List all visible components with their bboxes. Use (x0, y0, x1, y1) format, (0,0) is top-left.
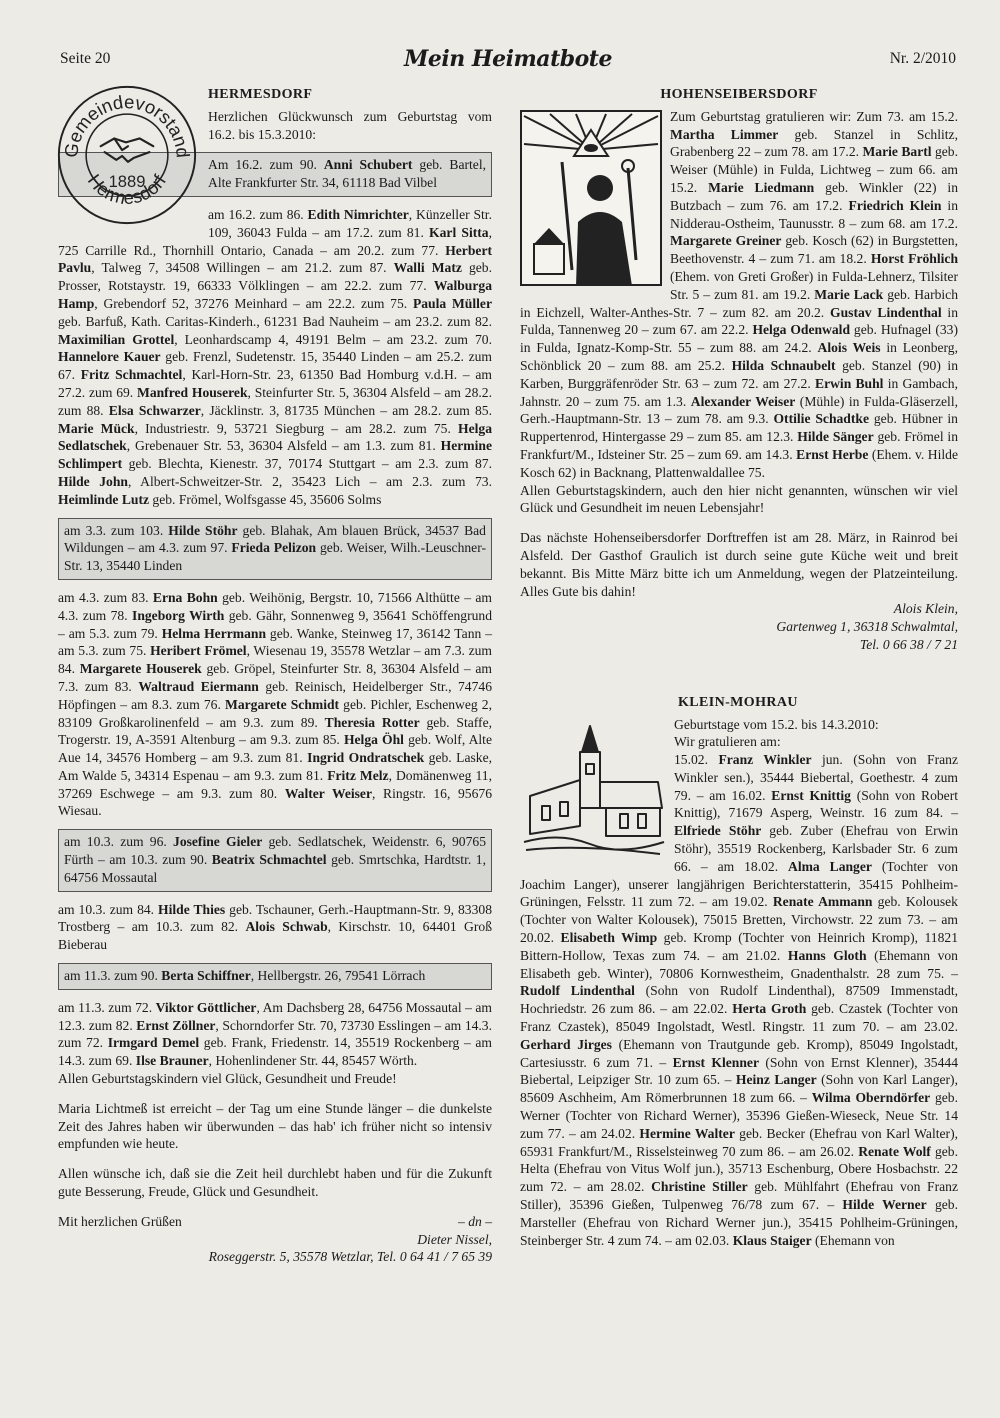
text-segment: in Gambach, Jahnstr. 20 – zum 75. am 1.3. (520, 375, 959, 409)
person-name: Elsa Schwarzer (108, 402, 201, 418)
text-segment: am 4.3. zum 83. (58, 589, 153, 605)
dorftreffen-paragraph: Das nächste Hohenseibersdorfer Dorftreffen ist am 28. März, in Rainrod bei Alsfeld. Der Gasthof Graulich ist durch seine gute Küche weit und breit bekannt. Bis Mitte März bitte ich um Anmeldung, wegen der Platzeinteilung. Alles Gute bis dahin! (520, 530, 958, 599)
person-name: Horst Fröhlich (870, 251, 959, 267)
text-segment: geb. Frenzl, Sudetenstr. 15, 35440 Linden – am 25.2. zum 67. (58, 349, 492, 383)
person-name: Ottilie Schadtke (773, 411, 869, 427)
text-segment: Am 16.2. zum 90. (208, 157, 324, 173)
text-segment: geb. Wanke, Steinweg 17, 36142 Tann – am 5.3. zum 75. (58, 625, 492, 659)
person-name: Theresia Rotter (324, 714, 420, 730)
person-name: Ingrid Ondratschek (307, 750, 425, 766)
text-segment: (Ehemann von Elisabeth geb. Winter), 70806 Kornwestheim, Gnadenthalstr. 28 zum 75. – (520, 947, 958, 981)
text-segment: in Leonberg, Schönblick 20 – zum 88. am 25.2. (520, 340, 959, 373)
section-title-hohenseibersdorf: HOHENSEIBERSDORF (660, 87, 818, 102)
seal-bottom-text: Hermesdorf (83, 170, 171, 209)
hohenseibersdorf-wishes: Allen Geburtstagskindern, auch den hier nicht genannten, wünschen wir viel Glück und Gesundheit im neuen Lebensjahr! (520, 482, 958, 516)
person-name: Viktor Göttlicher (155, 999, 257, 1015)
text-segment: , Steinfurter Str. 5, 36304 Alsfeld – am 28.2. zum 88. (58, 384, 492, 418)
text-segment: geb. Tschauner, Gerh.-Hauptmann-Str. 9, 83308 Trostberg – am 10.3. zum 82. (58, 901, 492, 935)
text-segment: geb. Sedlatschek, Weidenstr. 6, 90765 Fürth – am 10.3. zum 90. (64, 834, 486, 868)
klein-mohrau-intro-2: Wir gratulieren am: (674, 734, 781, 750)
section-title-hermesdorf: HERMESDORF (208, 87, 313, 102)
text-segment: geb. Kosch (62) in Burgstetten, Beethovenstr. 4 – zum 71. am 18.2. (670, 233, 958, 267)
person-name: Herta Groth (732, 1001, 807, 1017)
author-address: Roseggerstr. 5, 35578 Wetzlar, Tel. 0 64 41 / 7 65 39 (208, 1249, 492, 1265)
person-name: Walter Weiser (284, 785, 372, 801)
text-segment: (Ehem. v. Hilde Kosch 62) in Backnang, Plattenwaldallee 75. (520, 446, 958, 480)
text-segment: geb. Weiser (Mühle) in Fulda, Lichtweg – zum 66. am 15.2. (670, 144, 958, 195)
hermesdorf-paragraph-3 (58, 901, 492, 954)
author-address: Gartenweg 1, 36318 Schwalmtal, (776, 619, 958, 635)
highlight-box-3 (58, 829, 492, 891)
person-name: Alexander Weiser (690, 393, 796, 409)
greeting: Mit herzlichen Grüßen (58, 1213, 182, 1229)
person-name: Heimlinde Lutz (58, 491, 150, 507)
text-segment: , Ringstr. 16, 95676 Wiesau. (58, 785, 492, 819)
text-segment: geb. Hübner in Ruppertenrod, Hintergasse 29 – zum 85. am 12.3. (520, 411, 958, 445)
text-segment: in Nidderau-Ostheim, Taunusstr. 8 – zum 68. am 17.2. (670, 197, 958, 231)
text-segment: geb. Frömel, Wolfsgasse 45, 35606 Solms (149, 491, 382, 507)
text-segment: geb. Kolousek (Tochter von Walter Kolousek), 75015 Bretten, Virchowstr. 22 zum 73. – am 20.02. (520, 894, 958, 946)
highlight-box-2 (58, 518, 492, 580)
person-name: Edith Nimrichter (307, 206, 409, 222)
text-segment: (Sohn von Ernst Klenner), 35444 Biebertal, Leipziger Str. 10 zum 65. – (520, 1054, 958, 1088)
author-name: Alois Klein, (893, 601, 958, 617)
text-segment: geb. Frömel in Frankfurt/M., Idsteiner Str. 25 – zum 69. am 14.3. (520, 429, 958, 462)
person-name: Erna Bohn (152, 589, 218, 605)
person-name: Christine Stiller (651, 1179, 748, 1195)
author-phone: Tel. 0 66 38 / 7 21 (859, 636, 958, 652)
text-segment: jun. (Sohn von Franz Winkler sen.), 35444 Biebertal, Goethestr. 4 zum 79. – am 16.02. (674, 752, 958, 803)
person-name: Hilde John (58, 473, 128, 489)
person-name: Helga Odenwald (752, 322, 851, 338)
section-title-klein-mohrau: KLEIN-MOHRAU (678, 694, 798, 710)
text-segment: am 11.3. zum 72. (58, 999, 156, 1015)
lichtmess-paragraph: Maria Lichtmeß ist erreicht – der Tag um eine Stunde länger – die dunkelste Zeit des Jahres haben wir überwunden – das hab' ich früher nicht so intensiv empfunden wie heute. (58, 1100, 492, 1152)
text-segment: geb. Helta (Ehefrau von Vitus Wolf jun.), 35713 Eschenburg, Obere Hosbachstr. 22 zum 72. – am 28.02. (520, 1143, 958, 1195)
text-segment: geb. Czastek (Tochter von Franz Czastek), 85049 Ingolstadt, Westl. Ringstr. 11 zum 70. – am 23.02. (520, 1001, 959, 1035)
woodcut-saint-illustration (520, 110, 662, 286)
person-name: Margarete Houserek (79, 661, 202, 677)
klein-mohrau-intro: Geburtstage vom 15.2. bis 14.3.2010: (674, 716, 879, 732)
person-name: Hilde Stöhr (168, 522, 238, 538)
text-segment: geb. Gähr, Sonnenweg 9, 35641 Schöffengrund – am 5.3. zum 79. (58, 607, 492, 641)
text-segment: geb. Gröpel, Steinfurter Str. 8, 36304 Alsfeld – am 7.3. zum 83. (58, 661, 493, 694)
person-name: Karl Sitta (429, 224, 489, 240)
text-segment: geb. Frank, Friedenstr. 14, 35519 Rockenberg – am 14.3. zum 69. (58, 1035, 493, 1069)
closing-paragraph: Allen wünsche ich, daß sie die Zeit heil durchlebt haben und für die Zukunft gute Besserung, Freude, Glück und Gesundheit. (58, 1166, 492, 1200)
person-name: Margarete Schmidt (224, 696, 340, 712)
text-segment: (Ehemann von (811, 1232, 895, 1248)
text-segment: , 725 Carrille Rd., Thornhill Ontario, Canada – am 20.2. zum 77. (58, 224, 492, 258)
author-name: Dieter Nissel, (417, 1231, 492, 1247)
text-segment: geb. Laske, Am Walde 5, 34314 Espenau – am 9.3. zum 81. (58, 750, 493, 783)
text-segment: geb. Mühlfahrt (Ehefrau von Franz Stiller), 35396 Gießen, Tulpenweg 76/78 zum 67. – (520, 1179, 958, 1213)
text-segment: , Hohenlindener Str. 44, 85457 Wörth. (208, 1053, 418, 1069)
person-name: Erwin Buhl (815, 375, 884, 391)
text-segment: geb. Werner (Tochter von Richard Werner), 35396 Gießen-Wieseck, Neue Str. 14 zum 77. – am 24.02. (520, 1090, 958, 1141)
person-name: Ernst Klenner (672, 1054, 759, 1070)
person-name: Manfred Houserek (136, 384, 248, 400)
person-name: Waltraud Eiermann (138, 678, 259, 694)
church-illustration (520, 722, 666, 862)
person-name: Anni Schubert (323, 157, 413, 173)
person-name: Alois Weis (817, 340, 881, 356)
person-name: Irmgard Demel (107, 1035, 200, 1051)
text-segment: geb. Harbich in Eichzell, Walter-Anthes-Str. 7 – zum 82. am 20.2. (520, 286, 959, 320)
person-name: Hermine Schlimpert (58, 438, 492, 472)
person-name: Paula Müller (412, 295, 492, 311)
masthead-title: Mein Heimatbote (404, 46, 612, 72)
person-name: Hermine Walter (639, 1125, 735, 1141)
signature-row (58, 1213, 492, 1231)
text-segment: geb. Hufnagel (33) in Fulda, Ignatz-Komp-Str. 55 – zum 88. am 24.2. (520, 322, 958, 356)
person-name: Frieda Pelizon (231, 540, 317, 556)
person-name: Beatrix Schmachtel (211, 852, 327, 868)
person-name: Heribert Frömel (150, 643, 247, 659)
person-name: Renate Wolf (858, 1143, 931, 1159)
person-name: Hilde Thies (158, 901, 226, 917)
person-name: Walburga Hamp (58, 278, 492, 311)
text-segment: geb. Weihönig, Bergstr. 10, 71566 Althütte – am 4.3. zum 78. (58, 589, 493, 623)
text-segment: geb. Blechta, Kienestr. 37, 70174 Stuttgart – am 2.3. zum 87. (122, 456, 492, 472)
box-text (64, 834, 486, 885)
person-name: Hannelore Kauer (58, 349, 161, 365)
text-segment: geb. Stanzel (90) in Karben, Burggräfenröder Str. 63 – zum 72. am 27.2. (520, 357, 958, 391)
text-segment: (Sohn von Karl Langer), 85609 Aschheim, Am Römerbrunnen 18 zum 66. – (520, 1072, 958, 1106)
text-segment: , Domänenweg 11, 37269 Eschwege – am 9.3. zum 80. (58, 767, 492, 801)
person-name: Alma Langer (788, 858, 872, 874)
text-segment: , Am Dachsberg 28, 64756 Mossautal – am 12.3. zum 82. (58, 999, 492, 1033)
text-segment: , Albert-Schweitzer-Str. 2, 35423 Lich – am 2.3. zum 73. (127, 473, 492, 489)
text-segment: , Jäcklinstr. 3, 81735 München – am 28.2. zum 85. (200, 402, 492, 418)
column-left (58, 86, 492, 1266)
handshake-icon (101, 138, 154, 161)
text-segment: geb. Staffe, Trogerstr. 19, A-3591 Altenburg – am 9.3. zum 85. (58, 714, 492, 748)
text-segment: geb. Bartel, Alte Frankfurter Str. 34, 61118 Bad Vilbel (208, 157, 487, 191)
text-segment: geb. Winkler (22) in Butzbach – zum 76. am 17.2. (670, 179, 958, 213)
person-name: Marie Liedmann (708, 179, 815, 195)
person-name: Renate Ammann (772, 894, 873, 910)
person-name: Alois Schwab (245, 919, 328, 935)
person-name: Fritz Schmachtel (80, 367, 183, 383)
text-segment: 15.02. (674, 752, 719, 768)
page-header (60, 46, 956, 76)
person-name: Martha Limmer (670, 126, 779, 142)
text-segment: (Mühle) in Fulda-Gläserzell, Gerh.-Hauptmann-Str. 13 – zum 78. am 9.3. (520, 393, 959, 427)
page-number: Seite 20 (60, 50, 111, 67)
person-name: Ingeborg Wirth (132, 607, 225, 623)
person-name: Friedrich Klein (848, 197, 942, 213)
text-segment: , Grebenauer Str. 53, 36304 Alsfeld – am 1.3. zum 81. (126, 438, 441, 454)
svg-text:Gemeindevorstand (60, 91, 194, 159)
text-segment: (Ehemann von Trautgunde geb. Kromp), 85049 Ingolstadt, Cartesiusstr. 6 zum 71. – (520, 1036, 958, 1070)
person-name: Herbert Pavlu (58, 242, 492, 276)
text-segment: , Talweg 7, 34508 Willingen – am 21.2. zum 87. (91, 260, 394, 276)
person-name: Maximilian Grottel (58, 331, 175, 347)
person-name: Hilde Werner (842, 1197, 927, 1213)
person-name: Marie Mück (58, 420, 135, 436)
text-segment: geb. Pichler, Eschenweg 2, 83109 Großkarolinenfeld – am 9.3. zum 89. (58, 696, 492, 730)
text-segment: , Industriestr. 9, 53721 Siegburg – am 28.2. zum 75. (134, 420, 459, 436)
text-segment: , Künzeller Str. 109, 36043 Fulda – am 17.2. zum 81. (208, 206, 492, 240)
hermesdorf-paragraph-4 (58, 999, 492, 1070)
person-name: Klaus Staiger (732, 1232, 812, 1248)
box-text (208, 157, 486, 190)
text-segment: am 16.2. zum 86. (208, 206, 308, 222)
highlight-box-4 (58, 963, 492, 990)
person-name: Franz Winkler (718, 752, 812, 768)
text-segment: in Fulda, Tannenweg 20 – zum 67. am 22.2. (520, 304, 958, 338)
person-name: Gerhard Jirges (520, 1036, 612, 1052)
text-segment: geb. Kromp (Tochter von Heinrich Kromp), 11821 Bittern-Hollow, Texas zum 74. – am 21.02. (520, 930, 958, 963)
gemeindevorstand-seal (54, 82, 200, 228)
text-segment: , Kirschstr. 10, 64401 Groß Bieberau (58, 919, 492, 953)
person-name: Marie Bartl (862, 144, 932, 160)
person-name: Elfriede Stöhr (674, 823, 762, 839)
text-segment: geb. Zuber (Ehefrau von Erwin Stöhr), 35519 Rockenberg, Karlsbader Str. 6 zum 66. – am 18.02. (674, 823, 958, 874)
hermesdorf-paragraph-2 (58, 589, 492, 820)
text-segment: , Hellbergstr. 26, 79541 Lörrach (250, 968, 426, 984)
person-name: Hanns Gloth (787, 947, 867, 963)
text-segment: (Ehem. von Greti Großer) in Fulda-Lehnerz, Tilsiter Str. 5 – zum 81. am 19.2. (670, 268, 958, 302)
person-name: Fritz Melz (327, 767, 389, 783)
text-segment: am 10.3. zum 96. (64, 834, 174, 850)
text-segment: geb. Smrtschka, Hardtstr. 1, 64756 Mossautal (64, 852, 486, 885)
text-segment: am 3.3. zum 103. (64, 522, 169, 538)
text-segment: , Karl-Horn-Str. 23, 61350 Bad Homburg v.d.H. – am 27.2. zum 69. (58, 367, 493, 400)
person-name: Walli Matz (393, 260, 462, 276)
issue-number: Nr. 2/2010 (889, 50, 956, 67)
text-segment: Zum Geburtstag gratulieren wir: Zum 73. am 15.2. (670, 108, 958, 124)
person-name: Marie Lack (814, 286, 884, 302)
person-name: Elisabeth Wimp (560, 930, 658, 946)
text-segment: , Leonhardscamp 4, 49191 Belm – am 23.2. zum 70. (174, 331, 492, 347)
box-text (64, 523, 486, 574)
author-initials: – dn – (458, 1213, 492, 1229)
person-name: Helga Sedlatschek (58, 420, 493, 454)
hermesdorf-paragraph-1 (58, 206, 492, 509)
text-segment: (Tochter von Joachim Langer), unserer langjährigen Berichterstatterin, 35415 Pohlheim-Grüningen, Felsstr. 11 zum 72. – am 19.02. (520, 858, 958, 910)
text-segment: geb. Blahak, Am blauen Brück, 34537 Bad Wildungen – am 4.3. zum 97. (64, 522, 486, 556)
person-name: Helga Öhl (343, 732, 404, 748)
text-segment: am 10.3. zum 84. (58, 901, 159, 917)
text-segment: geb. Reinisch, Heidelberger Str., 74746 Höpfingen – am 8.3. zum 76. (58, 678, 492, 712)
text-segment: am 11.3. zum 90. (64, 968, 162, 984)
person-name: Ernst Zöllner (136, 1017, 216, 1033)
text-segment: geb. Marsteller (Ehefrau von Richard Werner jun.), 35415 Pohlheim-Grüningen, Steinberger Str. 4 zum 74. – am 02.03. (520, 1197, 958, 1248)
text-segment: geb. Becker (Ehefrau von Karl Walter), 65931 Frankfurt/M., Risselsteinweg 70 zum 86. – am 26.02. (520, 1125, 958, 1159)
person-name: Helma Herrmann (161, 625, 267, 641)
person-name: Wilma Oberndörfer (811, 1090, 931, 1106)
person-name: Hilde Sänger (797, 429, 874, 445)
text-segment: geb. Stanzel in Schlitz, Grabenberg 22 – zum 78. am 17.2. (670, 126, 958, 160)
box-text (64, 968, 425, 983)
person-name: Hilda Schnaubelt (731, 357, 836, 373)
person-name: Rudolf Lindenthal (520, 983, 635, 999)
person-name: Ilse Brauner (135, 1053, 209, 1069)
person-name: Ernst Herbe (796, 446, 869, 462)
text-segment: geb. Wolf, Alte Aue 14, 34576 Homberg – am 9.3. zum 81. (58, 732, 492, 766)
person-name: Josefine Gieler (173, 834, 263, 850)
text-segment: geb. Weiser, Wilh.-Leuschner-Str. 13, 35440 Linden (64, 540, 486, 574)
text-segment: , Wiesenau 19, 35578 Wetzlar – am 7.3. zum 84. (58, 643, 492, 677)
text-segment: geb. Barfuß, Kath. Caritas-Kinderh., 61231 Bad Nauheim – am 23.2. zum 82. (58, 313, 492, 329)
hermesdorf-wishes: Allen Geburtstagskindern viel Glück, Gesundheit und Freude! (58, 1071, 397, 1087)
person-name: Margarete Greiner (670, 233, 782, 249)
column-right (520, 86, 958, 1249)
seal-top-text: Gemeindevorstand (60, 91, 194, 159)
church-icon (524, 726, 664, 854)
text-segment: , Grebendorf 52, 37276 Meinhard – am 22.2. zum 75. (94, 295, 413, 311)
seal-year: 1889 (108, 172, 146, 192)
person-name: Gustav Lindenthal (830, 304, 942, 320)
text-segment: , Schorndorfer Str. 70, 73730 Esslingen – am 14.3. zum 72. (58, 1017, 493, 1051)
text-segment: geb. Prosser, Rotstaystr. 19, 66333 Völklingen – am 22.2. zum 77. (58, 260, 492, 294)
person-name: Heinz Langer (735, 1072, 817, 1088)
text-segment: (Sohn von Rudolf Lindenthal), 87509 Immenstadt, Hochriedstr. 26 zum 86. – am 22.02. (520, 983, 958, 1017)
person-name: Ernst Knittig (771, 787, 851, 803)
text-segment: (Sohn von Robert Knittig), 71679 Asperg, Weinstr. 16 zum 84. – (674, 787, 958, 821)
hermesdorf-intro: Herzlichen Glückwunsch zum Geburtstag vom 16.2. bis 15.3.2010: (208, 108, 492, 142)
person-name: Berta Schiffner (161, 968, 251, 984)
